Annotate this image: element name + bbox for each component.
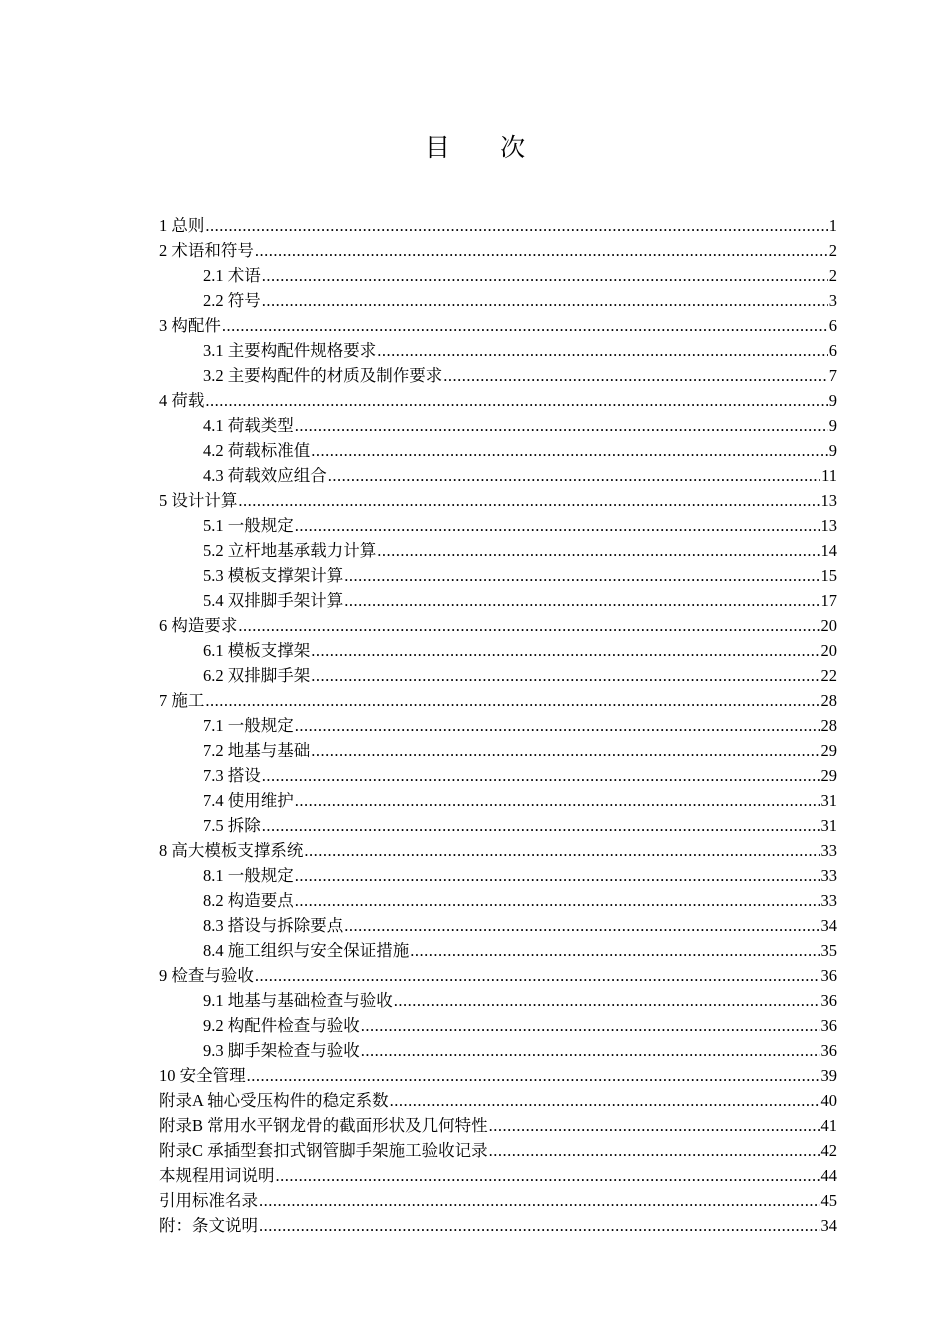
toc-entry-label: 9.1 地基与基础检查与验收 <box>203 991 393 1010</box>
toc-leader-dots <box>443 363 828 388</box>
toc-leader-dots <box>311 638 819 663</box>
toc-entry[interactable] <box>159 538 837 563</box>
toc-leader-dots <box>255 963 820 988</box>
toc-leader-dots <box>390 1088 820 1113</box>
toc-leader-dots <box>344 563 819 588</box>
toc-entry-label: 9.3 脚手架检查与验收 <box>203 1041 360 1060</box>
toc-leader-dots <box>262 813 820 838</box>
toc-entry[interactable] <box>159 513 837 538</box>
toc-entry[interactable] <box>159 563 837 588</box>
table-of-contents <box>159 213 837 1238</box>
toc-entry[interactable] <box>159 288 837 313</box>
toc-leader-dots <box>205 688 819 713</box>
toc-entry-label: 9 检查与验收 <box>159 966 254 985</box>
toc-entry-label: 2.2 符号 <box>203 291 261 310</box>
toc-entry[interactable] <box>159 663 837 688</box>
toc-entry-page-number: 28 <box>820 691 837 710</box>
toc-entry-label: 6.1 模板支撑架 <box>203 641 311 660</box>
toc-entry-page-number: 9 <box>828 391 837 410</box>
toc-leader-dots <box>247 1063 820 1088</box>
toc-entry[interactable] <box>159 263 837 288</box>
toc-leader-dots <box>276 1163 820 1188</box>
toc-entry-page-number: 36 <box>820 1041 837 1060</box>
toc-entry-label: 附录C 承插型套扣式钢管脚手架施工验收记录 <box>159 1141 488 1160</box>
toc-leader-dots <box>410 938 819 963</box>
toc-entry-page-number: 33 <box>820 891 837 910</box>
toc-entry-page-number: 6 <box>828 316 837 335</box>
toc-entry[interactable] <box>159 238 837 263</box>
toc-entry[interactable] <box>159 213 837 238</box>
toc-entry[interactable] <box>159 438 837 463</box>
toc-entry-label: 8.3 搭设与拆除要点 <box>203 916 344 935</box>
toc-entry-label: 引用标准名录 <box>159 1191 258 1210</box>
toc-leader-dots <box>262 763 820 788</box>
toc-entry-label: 3 构配件 <box>159 316 221 335</box>
toc-entry-page-number: 17 <box>820 591 837 610</box>
toc-entry-label: 附录A 轴心受压构件的稳定系数 <box>159 1091 389 1110</box>
toc-entry-label: 7.2 地基与基础 <box>203 741 311 760</box>
toc-leader-dots <box>295 863 820 888</box>
toc-entry-label: 2 术语和符号 <box>159 241 254 260</box>
toc-entry[interactable] <box>159 1063 837 1088</box>
toc-entry[interactable] <box>159 1038 837 1063</box>
toc-leader-dots <box>361 1038 820 1063</box>
toc-entry-page-number: 33 <box>820 841 837 860</box>
toc-leader-dots <box>328 463 820 488</box>
toc-entry-page-number: 31 <box>820 791 837 810</box>
toc-entry[interactable] <box>159 988 837 1013</box>
toc-entry-label: 7.3 搭设 <box>203 766 261 785</box>
toc-entry-page-number: 29 <box>820 741 837 760</box>
toc-entry[interactable] <box>159 863 837 888</box>
toc-leader-dots <box>262 263 828 288</box>
toc-entry-label: 2.1 术语 <box>203 266 261 285</box>
toc-leader-dots <box>311 738 819 763</box>
toc-entry-label: 6 构造要求 <box>159 616 238 635</box>
toc-leader-dots <box>238 613 819 638</box>
toc-leader-dots <box>295 713 820 738</box>
toc-leader-dots <box>394 988 820 1013</box>
toc-entry-page-number: 9 <box>828 416 837 435</box>
toc-entry[interactable] <box>159 413 837 438</box>
toc-leader-dots <box>377 338 828 363</box>
toc-leader-dots <box>295 888 820 913</box>
toc-entry-page-number: 36 <box>820 991 837 1010</box>
toc-leader-dots <box>295 413 828 438</box>
toc-entry-page-number: 1 <box>828 216 837 235</box>
toc-leader-dots <box>205 213 827 238</box>
toc-entry-label: 本规程用词说明 <box>159 1166 275 1185</box>
toc-entry[interactable] <box>159 963 837 988</box>
toc-entry[interactable] <box>159 1088 837 1113</box>
toc-entry-page-number: 13 <box>820 491 837 510</box>
toc-entry-label: 8 高大模板支撑系统 <box>159 841 304 860</box>
toc-entry[interactable] <box>159 913 837 938</box>
toc-entry[interactable] <box>159 363 837 388</box>
toc-leader-dots <box>311 663 819 688</box>
toc-leader-dots <box>255 238 828 263</box>
toc-entry-page-number: 11 <box>821 466 837 485</box>
toc-entry-page-number: 28 <box>820 716 837 735</box>
toc-entry-page-number: 33 <box>820 866 837 885</box>
toc-leader-dots <box>262 288 828 313</box>
toc-entry-page-number: 40 <box>820 1091 837 1110</box>
toc-entry-page-number: 35 <box>820 941 837 960</box>
toc-entry-page-number: 13 <box>820 516 837 535</box>
toc-entry-page-number: 2 <box>828 266 837 285</box>
toc-entry-label: 8.2 构造要点 <box>203 891 294 910</box>
toc-entry[interactable] <box>159 813 837 838</box>
toc-entry[interactable] <box>159 588 837 613</box>
toc-entry[interactable] <box>159 338 837 363</box>
toc-entry-page-number: 42 <box>820 1141 837 1160</box>
toc-entry-page-number: 41 <box>820 1116 837 1135</box>
toc-entry-page-number: 44 <box>820 1166 837 1185</box>
toc-leader-dots <box>361 1013 820 1038</box>
toc-entry[interactable] <box>159 713 837 738</box>
toc-entry[interactable] <box>159 488 837 513</box>
toc-entry-label: 8.1 一般规定 <box>203 866 294 885</box>
toc-entry[interactable] <box>159 1013 837 1038</box>
toc-leader-dots <box>377 538 819 563</box>
toc-entry[interactable] <box>159 1163 837 1188</box>
toc-entry[interactable] <box>159 938 837 963</box>
toc-entry-label: 5.3 模板支撑架计算 <box>203 566 344 585</box>
toc-entry[interactable] <box>159 1188 837 1213</box>
toc-entry-page-number: 3 <box>828 291 837 310</box>
toc-entry[interactable] <box>159 1138 837 1163</box>
toc-entry-label: 3.1 主要构配件规格要求 <box>203 341 377 360</box>
toc-entry-label: 9.2 构配件检查与验收 <box>203 1016 360 1035</box>
toc-leader-dots <box>205 388 827 413</box>
toc-entry[interactable] <box>159 838 837 863</box>
page-title: 目 次 <box>424 135 548 162</box>
toc-entry[interactable] <box>159 738 837 763</box>
toc-leader-dots <box>295 513 820 538</box>
toc-leader-dots <box>489 1138 820 1163</box>
toc-entry-label: 4.2 荷载标准值 <box>203 441 311 460</box>
toc-entry-page-number: 20 <box>820 641 837 660</box>
toc-entry-label: 3.2 主要构配件的材质及制作要求 <box>203 366 443 385</box>
toc-entry-page-number: 9 <box>828 441 837 460</box>
toc-entry-page-number: 15 <box>820 566 837 585</box>
toc-entry-page-number: 14 <box>820 541 837 560</box>
toc-entry-label: 5.2 立杆地基承载力计算 <box>203 541 377 560</box>
toc-entry-page-number: 31 <box>820 816 837 835</box>
toc-entry-page-number: 6 <box>828 341 837 360</box>
toc-entry-page-number: 45 <box>820 1191 837 1210</box>
toc-leader-dots <box>259 1188 820 1213</box>
toc-leader-dots <box>344 913 819 938</box>
toc-entry-page-number: 29 <box>820 766 837 785</box>
toc-leader-dots <box>295 788 820 813</box>
toc-entry-label: 4.3 荷载效应组合 <box>203 466 327 485</box>
toc-entry-page-number: 36 <box>820 1016 837 1035</box>
toc-entry-label: 附录B 常用水平钢龙骨的截面形状及几何特性 <box>159 1116 488 1135</box>
toc-entry-label: 5.4 双排脚手架计算 <box>203 591 344 610</box>
toc-leader-dots <box>222 313 828 338</box>
toc-entry-page-number: 20 <box>820 616 837 635</box>
toc-entry[interactable] <box>159 1113 837 1138</box>
toc-entry-label: 1 总则 <box>159 216 205 235</box>
toc-leader-dots <box>344 588 819 613</box>
toc-entry-label: 7.5 拆除 <box>203 816 261 835</box>
toc-entry-page-number: 34 <box>820 916 837 935</box>
toc-leader-dots <box>259 1213 820 1238</box>
toc-entry[interactable] <box>159 688 837 713</box>
toc-entry-label: 附：条文说明 <box>159 1216 258 1235</box>
toc-entry-label: 4 荷载 <box>159 391 205 410</box>
toc-entry-label: 8.4 施工组织与安全保证措施 <box>203 941 410 960</box>
toc-entry-label: 5.1 一般规定 <box>203 516 294 535</box>
toc-entry-page-number: 7 <box>828 366 837 385</box>
toc-entry[interactable] <box>159 638 837 663</box>
toc-entry-page-number: 2 <box>828 241 837 260</box>
toc-entry[interactable] <box>159 463 837 488</box>
toc-leader-dots <box>489 1113 820 1138</box>
toc-entry-label: 4.1 荷载类型 <box>203 416 294 435</box>
toc-entry-page-number: 39 <box>820 1066 837 1085</box>
toc-entry[interactable] <box>159 313 837 338</box>
toc-entry-label: 5 设计计算 <box>159 491 238 510</box>
toc-leader-dots <box>304 838 819 863</box>
toc-entry-page-number: 34 <box>820 1216 837 1235</box>
toc-leader-dots <box>238 488 819 513</box>
toc-entry-page-number: 36 <box>820 966 837 985</box>
toc-entry-label: 7 施工 <box>159 691 205 710</box>
toc-entry[interactable] <box>159 613 837 638</box>
toc-entry-label: 10 安全管理 <box>159 1066 246 1085</box>
toc-entry-label: 7.4 使用维护 <box>203 791 294 810</box>
toc-entry-page-number: 22 <box>820 666 837 685</box>
toc-entry[interactable] <box>159 763 837 788</box>
toc-entry[interactable] <box>159 888 837 913</box>
toc-leader-dots <box>311 438 828 463</box>
toc-entry-label: 6.2 双排脚手架 <box>203 666 311 685</box>
toc-entry[interactable] <box>159 388 837 413</box>
toc-entry-label: 7.1 一般规定 <box>203 716 294 735</box>
toc-entry[interactable] <box>159 788 837 813</box>
toc-entry[interactable] <box>159 1213 837 1238</box>
